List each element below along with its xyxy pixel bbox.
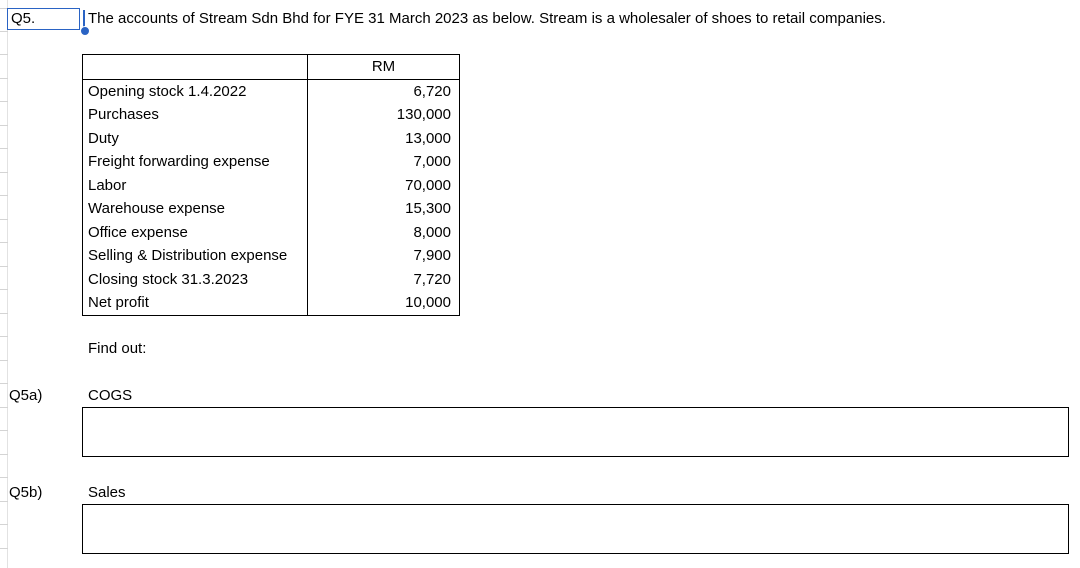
- table-row: [83, 79, 460, 103]
- account-amount[interactable]: 6,720: [308, 79, 460, 103]
- account-label[interactable]: Labor: [83, 174, 308, 198]
- part-b-number[interactable]: Q5b): [9, 484, 43, 501]
- table-row: [83, 244, 460, 268]
- cogs-answer-box[interactable]: [82, 407, 1069, 457]
- question-intro[interactable]: The accounts of Stream Sdn Bhd for FYE 31 March 2023 as below. Stream is a wholesaler of shoes to retail companies.: [88, 10, 886, 27]
- sales-answer-box[interactable]: [82, 504, 1069, 554]
- account-amount[interactable]: 7,000: [308, 150, 460, 174]
- account-amount[interactable]: 13,000: [308, 127, 460, 151]
- account-label[interactable]: Purchases: [83, 103, 308, 127]
- account-label[interactable]: Warehouse expense: [83, 197, 308, 221]
- table-row: [83, 268, 460, 292]
- account-amount[interactable]: 10,000: [308, 291, 460, 315]
- part-a-number[interactable]: Q5a): [9, 387, 43, 404]
- table-row: [83, 103, 460, 127]
- row-gridlines: [0, 0, 8, 568]
- account-amount[interactable]: 8,000: [308, 221, 460, 245]
- table-row: [83, 291, 460, 315]
- part-b-label[interactable]: Sales: [88, 484, 126, 501]
- find-out-label[interactable]: Find out:: [88, 340, 147, 357]
- question-number: Q5.: [11, 10, 36, 27]
- table-row: [83, 197, 460, 221]
- table-row: [83, 221, 460, 245]
- table-row: [83, 127, 460, 151]
- account-label[interactable]: Closing stock 31.3.2023: [83, 268, 308, 292]
- account-label[interactable]: Office expense: [83, 221, 308, 245]
- account-label[interactable]: Duty: [83, 127, 308, 151]
- account-amount[interactable]: 15,300: [308, 197, 460, 221]
- currency-header[interactable]: RM: [308, 55, 460, 80]
- part-a-label[interactable]: COGS: [88, 387, 133, 404]
- table-row: [83, 150, 460, 174]
- account-amount[interactable]: 7,720: [308, 268, 460, 292]
- account-label[interactable]: Freight forwarding expense: [83, 150, 308, 174]
- header-label-cell[interactable]: [83, 55, 308, 80]
- account-label[interactable]: Selling & Distribution expense: [83, 244, 308, 268]
- account-amount[interactable]: 130,000: [308, 103, 460, 127]
- account-label[interactable]: Opening stock 1.4.2022: [83, 79, 308, 103]
- account-label[interactable]: Net profit: [83, 291, 308, 315]
- table-header-row: [83, 55, 460, 80]
- account-amount[interactable]: 70,000: [308, 174, 460, 198]
- account-amount[interactable]: 7,900: [308, 244, 460, 268]
- selected-cell-q5[interactable]: [7, 8, 80, 30]
- table-row: [83, 174, 460, 198]
- accounts-table: [82, 54, 460, 316]
